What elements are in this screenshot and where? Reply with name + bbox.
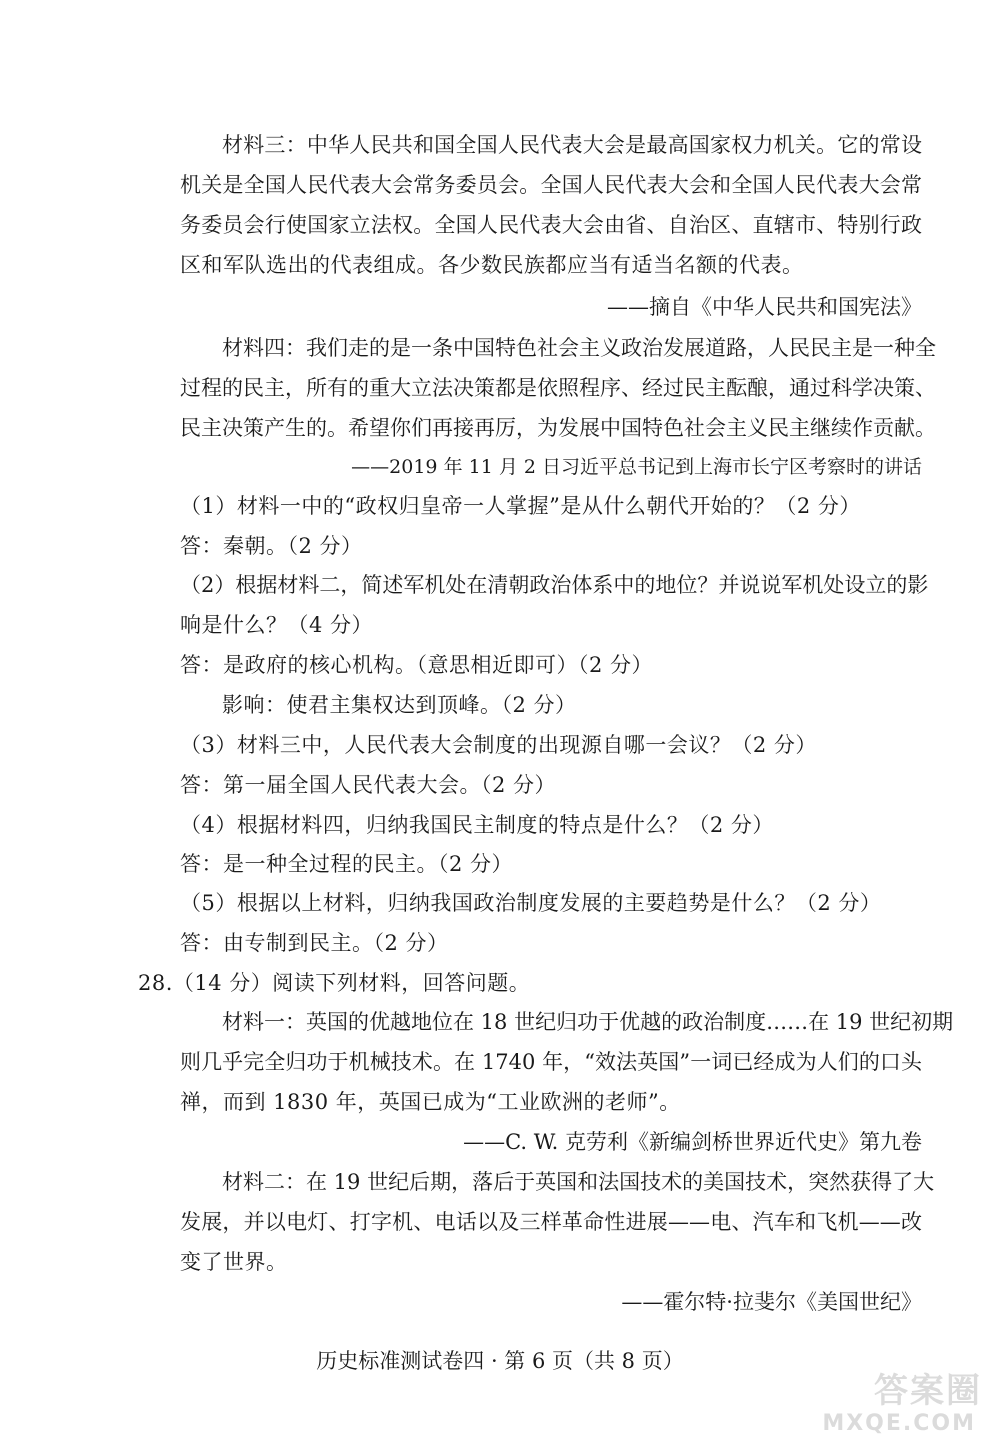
answer-5: 答：由专制到民主。（2 分） [180,931,449,955]
question-2-cont: 响是什么？（4 分） [180,613,374,637]
watermark-bottom-text: MXQE.COM [822,1411,976,1436]
material-3-line: 务委员会行使国家立法权。全国人民代表大会由省、自治区、直辖市、特别行政 [180,213,922,237]
material-3-source: ——摘自《中华人民共和国宪法》 [607,295,922,319]
question-3: （3）材料三中，人民代表大会制度的出现源自哪一会议？（2 分） [180,733,817,757]
material-4-line: 材料四：我们走的是一条中国特色社会主义政治发展道路，人民民主是一种全 [222,336,936,360]
material-3-line: 机关是全国人民代表大会常务委员会。全国人民代表大会和全国人民代表大会常 [180,173,922,197]
q28-material-2-line: 变了世界。 [180,1250,288,1274]
question-1: （1）材料一中的“政权归皇帝一人掌握”是从什么朝代开始的？（2 分） [180,494,861,518]
question-4: （4）根据材料四，归纳我国民主制度的特点是什么？（2 分） [180,813,774,837]
question-5: （5）根据以上材料，归纳我国政治制度发展的主要趋势是什么？（2 分） [180,891,882,915]
material-4-source: ——2019 年 11 月 2 日习近平总书记到上海市长宁区考察时的讲话 [351,456,922,478]
q28-material-2-source: ——霍尔特·拉斐尔《美国世纪》 [621,1290,922,1314]
question-2: （2）根据材料二，简述军机处在清朝政治体系中的地位？并说说军机处设立的影 [180,573,929,597]
q28-material-1-source: ——C. W. 克劳利《新编剑桥世界近代史》第九卷 [463,1130,922,1154]
material-3-line: 区和军队选出的代表组成。各少数民族都应当有适当名额的代表。 [180,253,804,277]
q28-material-2-line: 发展，并以电灯、打字机、电话以及三样革命性进展——电、汽车和飞机——改 [180,1210,922,1234]
q28-material-2-line: 材料二：在 19 世纪后期，落后于英国和法国技术的美国技术，突然获得了大 [222,1170,935,1194]
question-28-header: 28.（14 分）阅读下列材料，回答问题。 [138,971,531,995]
material-4-line: 过程的民主，所有的重大立法决策都是依照程序、经过民主酝酿，通过科学决策、 [180,376,936,400]
q28-material-1-line: 禅，而到 1830 年，英国已成为“工业欧洲的老师”。 [180,1090,681,1114]
answer-1: 答：秦朝。（2 分） [180,534,363,558]
answer-2-impact: 影响：使君主集权达到顶峰。（2 分） [222,693,577,717]
material-3-line: 材料三：中华人民共和国全国人民代表大会是最高国家权力机关。它的常设 [222,133,922,157]
q28-material-1-line: 材料一：英国的优越地位在 18 世纪归功于优越的政治制度……在 19 世纪初期 [222,1010,954,1034]
page-footer: 历史标准测试卷四 · 第 6 页（共 8 页） [316,1349,684,1373]
answer-4: 答：是一种全过程的民主。（2 分） [180,852,514,876]
watermark-logo [822,1371,982,1441]
answer-3: 答：第一届全国人民代表大会。（2 分） [180,773,557,797]
watermark-top-text: 答案圈 [874,1371,982,1411]
material-4-line: 民主决策产生的。希望你们再接再厉，为发展中国特色社会主义民主继续作贡献。 [180,416,936,440]
answer-2: 答：是政府的核心机构。（意思相近即可）（2 分） [180,653,654,677]
q28-material-1-line: 则几乎完全归功于机械技术。在 1740 年，“效法英国”一词已经成为人们的口头 [180,1050,922,1074]
